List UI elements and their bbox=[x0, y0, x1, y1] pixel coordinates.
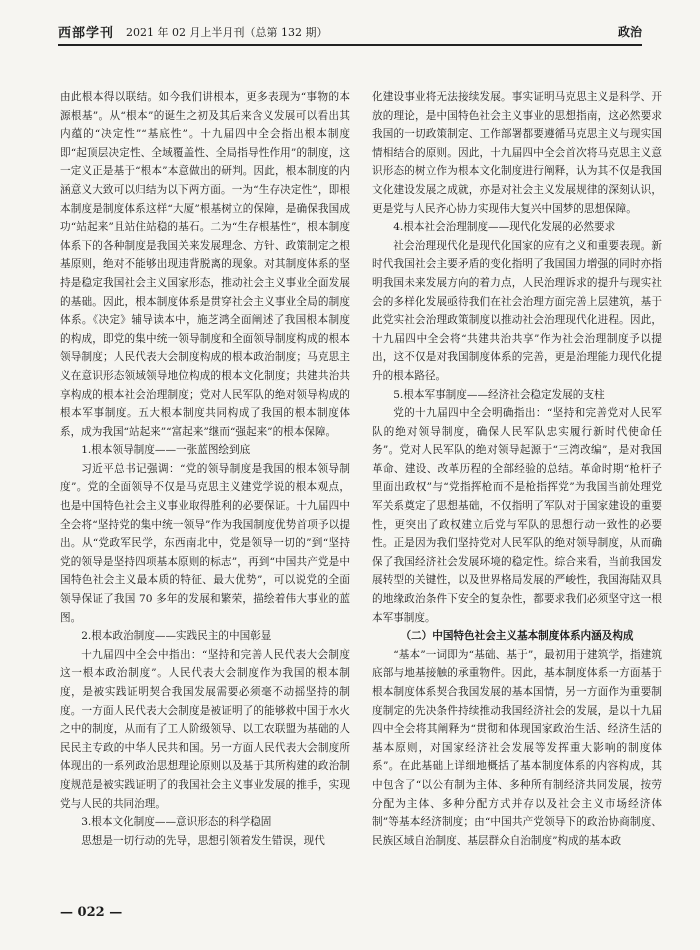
journal-name: 西部学刊 bbox=[58, 26, 115, 41]
page-number: — 022 — bbox=[60, 905, 123, 920]
paragraph: 社会治理现代化是现代化国家的应有之义和重要表现。新时代我国社会主要矛盾的变化指明了我国国力增强的同时亦指明我国未来发展方向的着力点，人民治理诉求的提升与现实社会的多样化发展亟待我们在社会治理方面完善上层建筑，基于此党实社会治理政策制度以推动社会治理现代化进程。因此，十九届四中全会将“共建共治共享”作为社会治理制度予以提出，这不仅是对我国制度体系的完善，更是治理能力现代化提升的根本路径。 bbox=[372, 239, 662, 382]
subheading: 4.根本社会治理制度——现代化发展的必然要求 bbox=[393, 221, 616, 234]
subheading: 5.根本军事制度——经济社会稳定发展的支柱 bbox=[393, 388, 605, 401]
paragraph: 化建设事业将无法接续发展。事实证明马克思主义是科学、开放的理论，是中国特色社会主义事业的思想指南，这必然要求我国的一切政策制定、工作部署都要遵循马克思主义与现实国情相结合的原则。因此，十九届四中全会首次将马克思主义意识形态的树立作为根本文化制度进行阐释，认为其不仅是我国文化建设发展之成就，亦是对社会主义发展规律的深刻认识，更是党与人民齐心协力实现伟大复兴中国梦的思想保障。 bbox=[372, 91, 662, 215]
issue-info: 2021 年 02 月上半月刊（总第 132 期） bbox=[126, 26, 328, 39]
subheading: 3.根本文化制度——意识形态的科学稳固 bbox=[81, 816, 272, 829]
paragraph: 由此根本得以联结。如今我们讲根本，更多表现为“事物的本源根基”。从“根本”的诞生之初及其后来含义发展可以看出其内蕴的“决定性”“基底性”。十九届四中全会指出根本制度即“起顶层决定性、全域覆盖性、全局指导性作用”的制度，这一定义正是基于“根本”本意做出的研判。因此，根本制度的内涵意义大致可以归结为以下两方面。一为“生存决定性”，即根本制度是制度体系这样“大厦”根基树立的保障，是确保我国成功“站起来”且站住站稳的基石。二为“生存根基性”，根本制度体系下的各种制度是我国关来发展理念、方针、政策制定之根基原则，绝对不能够出现违背脱离的现象。对其制度体系的坚持是稳定我国社会主义国家形态，推动社会主义事业全面发展的基础。因此，根本制度体系是贯穿社会主义事业全局的制度体系。《决定》辅导读本中，施芝鸿全面阐述了我国根本制度的构成，即党的集中统一领导制度和全面领导制度构成的根本领导制度；人民代表大会制度构成的根本政治制度；马克思主义在意识形态领域领导地位构成的根本文化制度；共建共治共享构成的根本社会治理制度；党对人民军队的绝对领导构成的根本军事制度。五大根本制度共同构成了我国的根本制度体系，成为我国“站起来”“富起来”继而“强起来”的根本保障。 bbox=[60, 91, 350, 438]
paragraph: 党的十九届四中全会明确指出：“坚持和完善党对人民军队的绝对领导制度，确保人民军队忠实履行新时代使命任务”。党对人民军队的绝对领导起源于“三湾改编”，是对我国革命、建设、改革历程的全部经验的总结。革命时期“枪杆子里面出政权”与“党指挥枪而不是枪指挥党”为我国当前处理党军关系奠定了思想基础，不仅指明了军队对于国家建设的重要性，更突出了政权建立后党与军队的思想行动一致性的必要性。正是因为我们坚持党对人民军队的绝对领导制度，从而确保了我国经济社会发展环境的稳定性。综合来看，当前我国发展转型的关键性，以及世界格局发展的严峻性，我国海陆双具的地缘政治条件下安全的复杂性，都要求我们必须坚守这一根本军事制度。 bbox=[372, 407, 662, 624]
left-column bbox=[60, 88, 350, 888]
paragraph: 思想是一切行动的先导，思想引领着发生错误，现代 bbox=[81, 834, 325, 847]
subheading: 1.根本领导制度——一张蓝图绘到底 bbox=[81, 444, 251, 457]
paragraph: 习近平总书记强调：“党的领导制度是我国的根本领导制度”。党的全面领导不仅是马克思主义建党学说的根本观点，也是中国特色社会主义事业取得胜利的必要保证。十九届四中全会将“坚持党的集中统一领导”作为我国制度优势首项予以提出。从“党政军民学，东西南北中，党是领导一切的”到“坚持党的领导是坚持四项基本原则的标志”，再到“中国共产党是中国特色社会主义最本质的特征、最大优势”，可以说党的全面领导保证了我国 70 多年的发展和繁荣，描绘着伟大事业的蓝图。 bbox=[60, 462, 350, 624]
paragraph: “基本”一词即为“基础、基于”，最初用于建筑学，指建筑底部与地基接触的承重物件。因此，基本制度体系一方面基于根本制度体系契合我国发展的基本国情，另一方面作为重要制度制定的先决条件持续推动我国经济社会的发展，是以十九届四中全会将其阐释为“贯彻和体现国家政治生活、经济生活的基本原则，对国家经济社会发展等发挥重大影响的制度体系”。在此基础上详细地概括了基本制度体系的内容构成，其中包含了“以公有制为主体、多种所有制经济共同发展，按劳分配为主体、多种分配方式并存以及社会主义市场经济体制”等基本经济制度；由“中国共产党领导下的政治协商制度、民族区域自治制度、基层群众自治制度”构成的基本政 bbox=[372, 648, 662, 847]
section-heading: （二）中国特色社会主义基本制度体系内涵及构成 bbox=[400, 630, 634, 643]
section-label: 政治 bbox=[617, 25, 642, 39]
right-column bbox=[372, 88, 662, 888]
subheading: 2.根本政治制度——实践民主的中国彰显 bbox=[81, 630, 272, 643]
page-header bbox=[58, 18, 642, 46]
paragraph: 十九届四中全会中指出：“坚持和完善人民代表大会制度这一根本政治制度”。人民代表大会制度作为我国的根本制度，是被实践证明契合我国发展需要必须毫不动摇坚持的制度。一方面人民代表大会制度是被证明了的能够救中国于水火之中的制度，从而有了工人阶级领导、以工农联盟为基础的人民民主专政的中华人民共和国。另一方面人民代表大会制度所体现出的一系列政治思想理论原则以及基于其所构建的政治制度规范是被实践证明了的我国社会主义事业发展的推手，实现党与人民的共同治理。 bbox=[60, 648, 350, 810]
